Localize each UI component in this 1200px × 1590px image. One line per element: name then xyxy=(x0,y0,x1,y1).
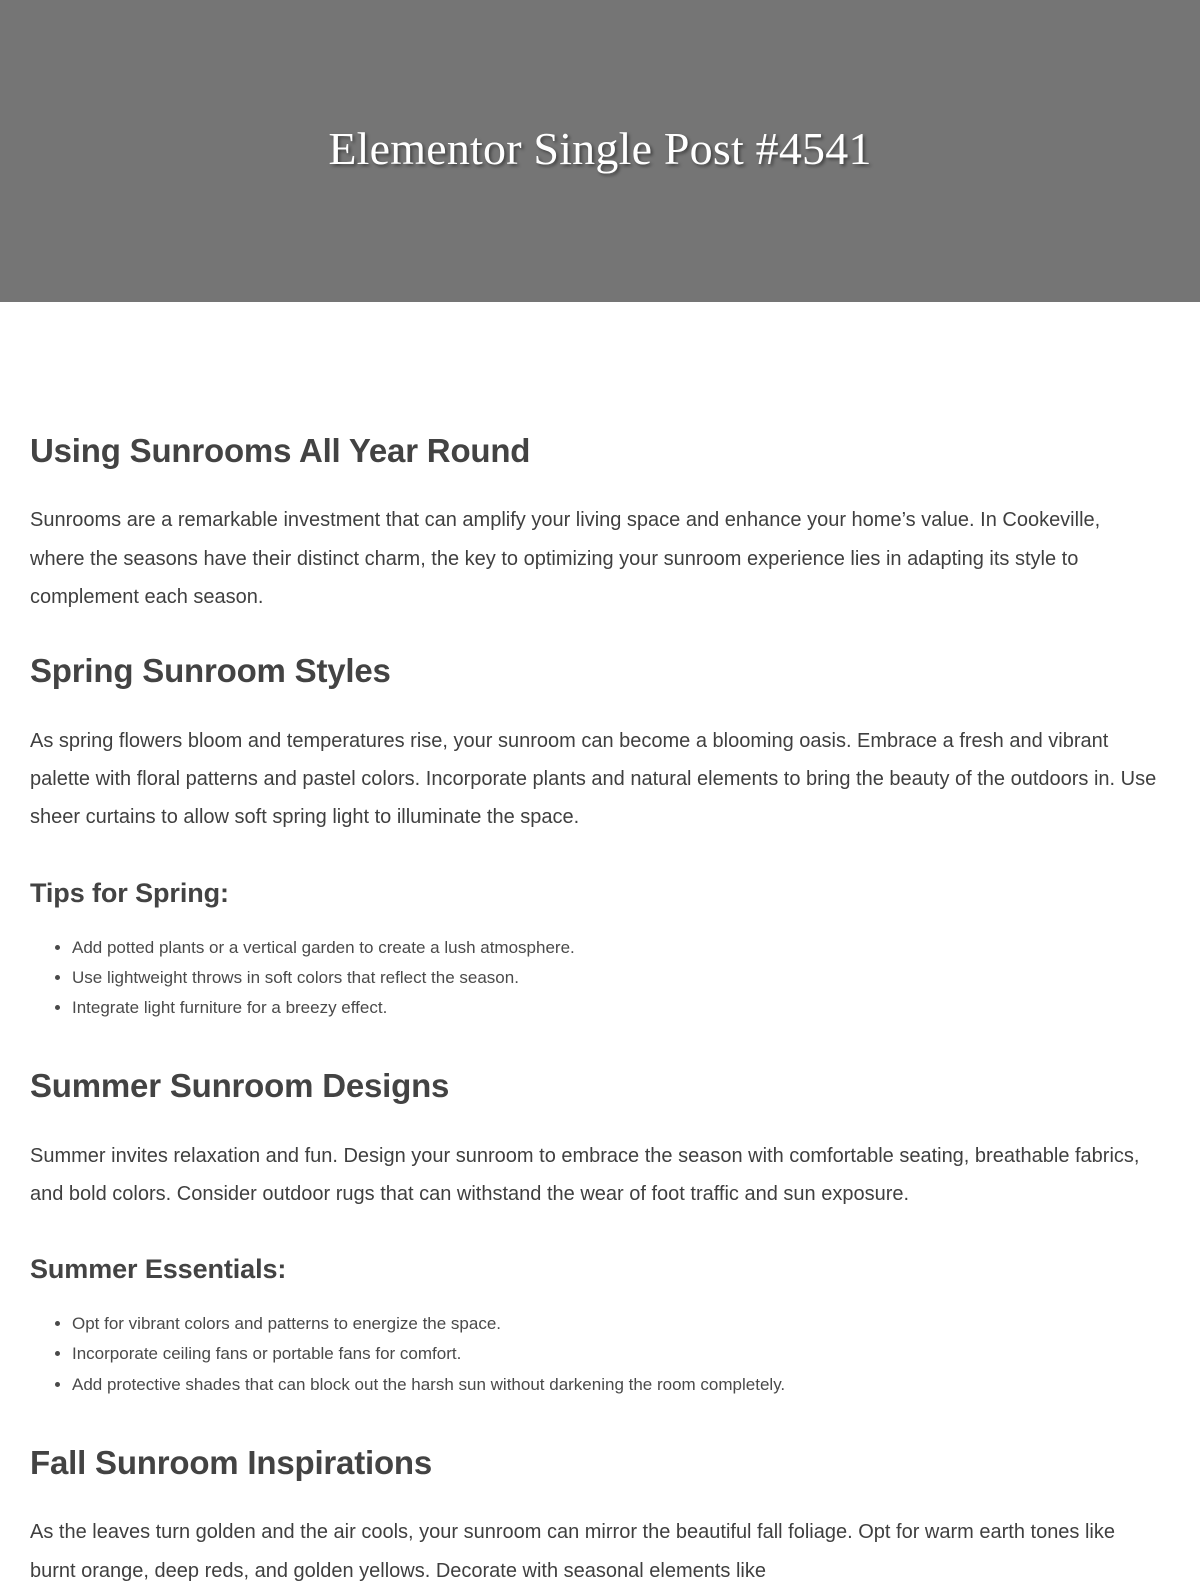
section-subheading: Tips for Spring: xyxy=(30,877,229,908)
list-item: • Opt for vibrant colors and patterns to energize the space. xyxy=(72,1309,1170,1339)
section-paragraph: As the leaves turn golden and the air cools, your sunroom can mirror the beautiful fall foliage. Opt for warm earth tones like burnt orange, deep reds, and golden yellows. Decorate with seasonal elements like xyxy=(30,1521,1115,1582)
list-item: • Incorporate ceiling fans or portable fans for comfort. xyxy=(72,1339,1170,1369)
section-heading: Fall Sunroom Inspirations xyxy=(30,1443,433,1481)
article-section-spring xyxy=(30,650,1170,1023)
list-item: • Add potted plants or a vertical garden to create a lush atmosphere. xyxy=(72,933,1170,963)
section-heading: Summer Sunroom Designs xyxy=(30,1067,450,1105)
list-item: • Use lightweight throws in soft colors that reflect the season. xyxy=(72,963,1170,993)
tips-list-spring xyxy=(30,933,1170,1024)
hero-banner xyxy=(0,0,1200,302)
section-paragraph: As spring flowers bloom and temperatures rise, your sunroom can become a blooming oasis. Embrace a fresh and vibrant palette with floral patterns and pastel colors. Incorporate plants and natural elements to bring the beauty of the outdoors in. Use sheer curtains to allow soft spring light to illuminate the space. xyxy=(30,729,1157,829)
article-section-using-sunrooms xyxy=(30,430,1170,616)
list-item: • Add protective shades that can block out the harsh sun without darkening the room completely. xyxy=(72,1370,1170,1400)
article-section-fall xyxy=(30,1442,1170,1590)
section-paragraph: Sunrooms are a remarkable investment that can amplify your living space and enhance your home’s value. In Cookeville, where the seasons have their distinct charm, the key to optimizing your sunroom experience lies in adapting its style to complement each season. xyxy=(30,509,1101,609)
section-heading: Using Sunrooms All Year Round xyxy=(30,432,531,469)
section-heading: Spring Sunroom Styles xyxy=(30,652,391,690)
section-subheading: Summer Essentials: xyxy=(30,1254,287,1285)
article-content xyxy=(0,302,1200,1590)
page-title: Elementor Single Post #4541 xyxy=(328,122,872,174)
content-top-spacer xyxy=(30,302,1170,430)
tips-list-summer xyxy=(30,1309,1170,1400)
article-section-summer xyxy=(30,1065,1170,1400)
section-paragraph: Summer invites relaxation and fun. Design your sunroom to embrace the season with comfortable seating, breathable fabrics, and bold colors. Consider outdoor rugs that can withstand the wear of foot traffic and sun exposure. xyxy=(30,1144,1140,1205)
list-item: • Integrate light furniture for a breezy effect. xyxy=(72,993,1170,1023)
